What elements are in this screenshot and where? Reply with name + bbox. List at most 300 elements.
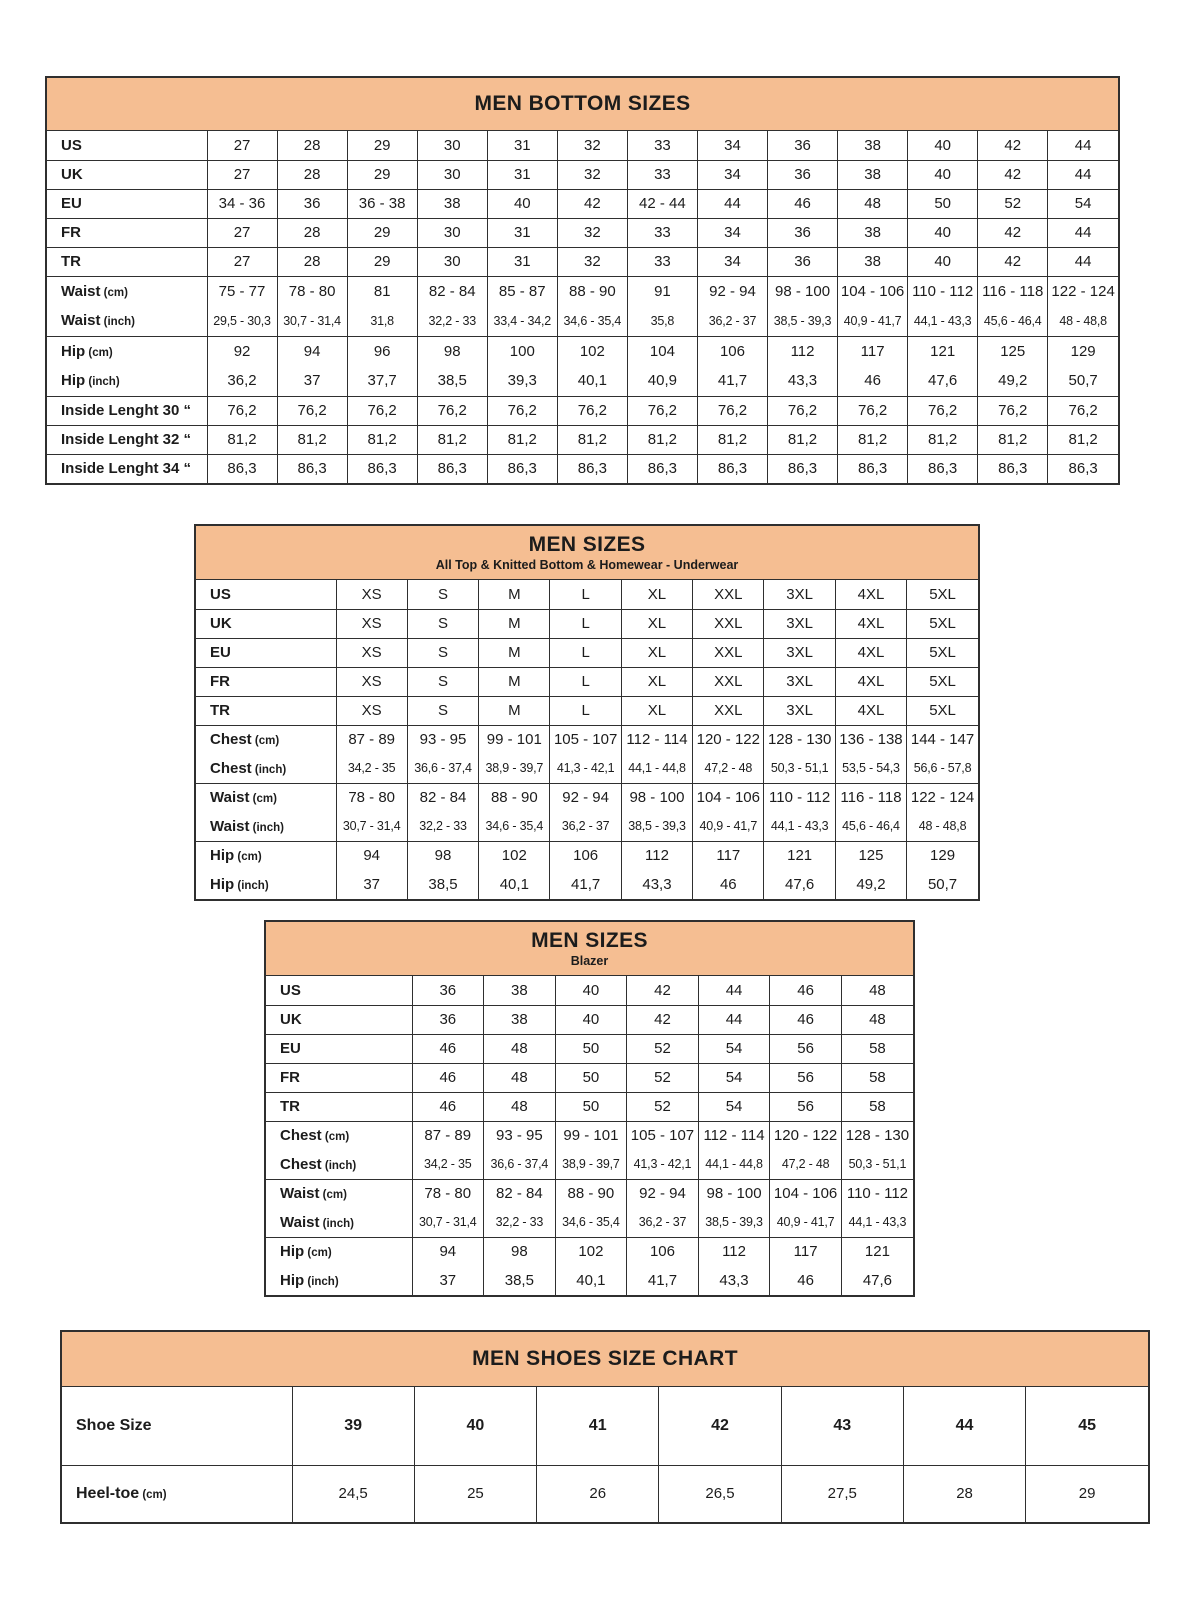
table-cell: 40 [414, 1387, 536, 1465]
table-cell: 27 [207, 131, 277, 160]
table-cell: 94 [412, 1237, 484, 1266]
row-label: Waist (cm) [196, 783, 336, 812]
table-cell: 92 - 94 [627, 1179, 699, 1208]
table-cell: 39 [292, 1387, 414, 1465]
table-cell: 56,6 - 57,8 [907, 754, 978, 783]
table-cell: 40,9 - 41,7 [838, 306, 908, 336]
table-cell: 26 [537, 1465, 659, 1522]
table-cell: 40 [555, 976, 627, 1005]
table-cell: 31 [487, 218, 557, 247]
table-cell: 144 - 147 [907, 725, 978, 754]
table-cell: M [479, 580, 550, 609]
table-cell: XS [336, 696, 407, 725]
table-cell: 104 - 106 [770, 1179, 842, 1208]
table-cell: 36,2 - 37 [697, 306, 767, 336]
table-row [47, 189, 1118, 218]
table-cell: 4XL [835, 696, 906, 725]
table-cell: 81,2 [1048, 425, 1118, 454]
table-row [266, 1266, 913, 1295]
table-header [62, 1332, 1148, 1387]
table-cell: 40,9 [627, 366, 697, 396]
table-cell: 76,2 [487, 396, 557, 425]
table-cell: 120 - 122 [770, 1121, 842, 1150]
table-cell: 93 - 95 [407, 725, 478, 754]
table-cell: 106 [627, 1237, 699, 1266]
table-cell: 48 [484, 1063, 556, 1092]
row-label: Shoe Size [76, 1416, 152, 1434]
table-cell: 44 [698, 1005, 770, 1034]
table-cell: 76,2 [277, 396, 347, 425]
table-cell: M [479, 696, 550, 725]
row-label: Chest (inch) [210, 759, 287, 777]
table-cell: 44 [697, 189, 767, 218]
row-label: US [61, 136, 82, 154]
table-cell: 50,3 - 51,1 [841, 1150, 913, 1179]
table-cell: 112 [768, 336, 838, 366]
row-label: Inside Lenght 32 “ [47, 425, 207, 454]
table-cell: 87 - 89 [336, 725, 407, 754]
table-cell: 86,3 [908, 454, 978, 483]
table-cell: 52 [627, 1092, 699, 1121]
table-cell: 117 [770, 1237, 842, 1266]
row-label: FR [47, 218, 207, 247]
table-cell: 42 [978, 218, 1048, 247]
row-label: Inside Lenght 30 “ [47, 396, 207, 425]
table-cell: 38,5 [484, 1266, 556, 1295]
table-cell: 38,5 - 39,3 [698, 1208, 770, 1237]
table-cell: M [479, 667, 550, 696]
table-cell: 38,5 - 39,3 [768, 306, 838, 336]
table-cell: 102 [555, 1237, 627, 1266]
table-cell: 86,3 [697, 454, 767, 483]
table-cell: S [407, 609, 478, 638]
table-cell: 38,9 - 39,7 [555, 1150, 627, 1179]
table-cell: 40 [908, 131, 978, 160]
table-cell: 117 [693, 841, 764, 870]
table-cell: 86,3 [487, 454, 557, 483]
table-cell: 46 [693, 870, 764, 899]
table-cell: 30 [417, 247, 487, 276]
table-row [266, 1179, 913, 1208]
row-label: Heel-toe (cm) [62, 1465, 292, 1522]
table-cell: 36 [768, 160, 838, 189]
table-cell: 5XL [907, 667, 978, 696]
table-cell: 32 [557, 247, 627, 276]
table-cell: 41,3 - 42,1 [550, 754, 621, 783]
table-cell: 112 [698, 1237, 770, 1266]
men-shoes-size-chart-section [60, 1330, 1150, 1524]
table-cell: 38 [838, 247, 908, 276]
table-cell: 54 [698, 1063, 770, 1092]
table-cell: 36,6 - 37,4 [407, 754, 478, 783]
table-row [196, 609, 978, 638]
table-cell: 76,2 [207, 396, 277, 425]
table-cell: 46 [412, 1034, 484, 1063]
table-cell: 82 - 84 [417, 276, 487, 306]
table-cell: 52 [978, 189, 1048, 218]
table-cell: 46 [768, 189, 838, 218]
table-cell: 44,1 - 43,3 [764, 812, 835, 841]
table-cell: 38 [838, 218, 908, 247]
table-cell: 38 [484, 976, 556, 1005]
row-label: Waist (inch) [61, 312, 135, 330]
table-cell: 76,2 [417, 396, 487, 425]
row-label: TR [47, 247, 207, 276]
table-cell: 86,3 [627, 454, 697, 483]
table-cell: 50 [908, 189, 978, 218]
table-cell: 34 [697, 247, 767, 276]
table-cell: 81,2 [838, 425, 908, 454]
table-cell: 4XL [835, 667, 906, 696]
table-cell: 106 [697, 336, 767, 366]
table-cell: 122 - 124 [907, 783, 978, 812]
table-row [47, 160, 1118, 189]
table-cell: L [550, 580, 621, 609]
table-cell: 116 - 118 [978, 276, 1048, 306]
table-cell: 92 - 94 [697, 276, 767, 306]
table-cell: 42 [659, 1387, 781, 1465]
table-cell: 41,3 - 42,1 [627, 1150, 699, 1179]
row-label: US [210, 585, 231, 603]
table-cell: 82 - 84 [484, 1179, 556, 1208]
table-cell: 76,2 [697, 396, 767, 425]
table-cell: 40 [908, 247, 978, 276]
table-cell: 34 - 36 [207, 189, 277, 218]
table-cell: 58 [841, 1034, 913, 1063]
table-cell: 40,1 [557, 366, 627, 396]
table-cell: 3XL [764, 667, 835, 696]
table-cell: 43,3 [621, 870, 692, 899]
row-label: Hip (cm) [47, 336, 207, 366]
table-cell: 28 [903, 1465, 1025, 1522]
table-cell: M [479, 638, 550, 667]
table-cell: 42 [978, 247, 1048, 276]
table-cell: 46 [770, 1266, 842, 1295]
table-cell: 47,6 [841, 1266, 913, 1295]
table-cell: 34 [697, 218, 767, 247]
table-cell: 3XL [764, 580, 835, 609]
table-row [47, 306, 1118, 336]
table-cell: 99 - 101 [555, 1121, 627, 1150]
table-cell: 38,5 [407, 870, 478, 899]
table-cell: XXL [693, 638, 764, 667]
table-cell: 32 [557, 131, 627, 160]
table-cell: 34,6 - 35,4 [479, 812, 550, 841]
table-cell: 128 - 130 [764, 725, 835, 754]
table-cell: 30,7 - 31,4 [336, 812, 407, 841]
table-cell: 86,3 [557, 454, 627, 483]
table-cell: 48 [841, 1005, 913, 1034]
table-cell: 87 - 89 [412, 1121, 484, 1150]
table-cell: 94 [277, 336, 347, 366]
table-cell: 58 [841, 1092, 913, 1121]
table-cell: XL [621, 638, 692, 667]
table-cell: 32,2 - 33 [484, 1208, 556, 1237]
table-cell: S [407, 638, 478, 667]
row-label: UK [196, 609, 336, 638]
men-shoes-size-grid [62, 1387, 1148, 1522]
table-cell: 5XL [907, 609, 978, 638]
table-row [47, 131, 1118, 160]
table-cell: 34,6 - 35,4 [557, 306, 627, 336]
men-sizes-top-section [194, 524, 980, 901]
table-cell: 3XL [764, 696, 835, 725]
table-cell: XS [336, 638, 407, 667]
table-cell: 30 [417, 131, 487, 160]
table-cell: 110 - 112 [841, 1179, 913, 1208]
table-row [47, 218, 1118, 247]
table-cell: 27 [207, 247, 277, 276]
row-label: US [280, 981, 301, 999]
table-cell: 28 [277, 160, 347, 189]
table-cell: 125 [835, 841, 906, 870]
row-label: Waist (cm) [266, 1179, 412, 1208]
table-cell: 129 [1048, 336, 1118, 366]
table-cell: 43,3 [768, 366, 838, 396]
table-cell: 76,2 [978, 396, 1048, 425]
table-cell: 88 - 90 [557, 276, 627, 306]
table-cell: 42 [627, 976, 699, 1005]
table-row [266, 1150, 913, 1179]
table-cell: 81,2 [908, 425, 978, 454]
table-cell: 49,2 [978, 366, 1048, 396]
table-title: MEN SIZES [528, 532, 646, 556]
table-row [47, 336, 1118, 366]
table-cell: 44,1 - 44,8 [621, 754, 692, 783]
table-cell: 104 [627, 336, 697, 366]
table-row [266, 1092, 913, 1121]
table-title: MEN SIZES [531, 928, 648, 952]
table-cell: 32,2 - 33 [417, 306, 487, 336]
table-cell: 125 [978, 336, 1048, 366]
table-cell: XXL [693, 609, 764, 638]
table-cell: 78 - 80 [277, 276, 347, 306]
table-row [266, 1005, 913, 1034]
table-cell: 37 [336, 870, 407, 899]
table-cell: 25 [414, 1465, 536, 1522]
table-cell: 44,1 - 43,3 [841, 1208, 913, 1237]
table-cell: 42 [978, 160, 1048, 189]
table-row [266, 1063, 913, 1092]
table-cell: 45,6 - 46,4 [835, 812, 906, 841]
table-cell: 38 [838, 160, 908, 189]
table-cell: 32,2 - 33 [407, 812, 478, 841]
table-cell: 30 [417, 218, 487, 247]
row-label: Chest (inch) [280, 1155, 357, 1173]
table-cell: M [479, 609, 550, 638]
table-cell: 27 [207, 160, 277, 189]
table-cell: 86,3 [207, 454, 277, 483]
row-label: TR [266, 1092, 412, 1121]
table-cell: 81,2 [627, 425, 697, 454]
row-label: Waist (inch) [210, 817, 284, 835]
row-label: Hip (inch) [61, 372, 120, 390]
table-cell: 50,7 [1048, 366, 1118, 396]
table-cell: 105 - 107 [550, 725, 621, 754]
table-cell: 29 [347, 160, 417, 189]
table-cell: 32 [557, 160, 627, 189]
table-cell: 92 [207, 336, 277, 366]
table-cell: 81,2 [768, 425, 838, 454]
table-cell: 5XL [907, 696, 978, 725]
table-cell: L [550, 667, 621, 696]
row-label: Waist (inch) [280, 1213, 354, 1231]
table-cell: XS [336, 667, 407, 696]
table-cell: 96 [347, 336, 417, 366]
table-cell: 41 [537, 1387, 659, 1465]
row-label: Hip (inch) [210, 876, 269, 893]
table-row [196, 870, 978, 899]
table-cell: 36 - 38 [347, 189, 417, 218]
table-cell: 44 [1048, 131, 1118, 160]
table-cell: 121 [841, 1237, 913, 1266]
table-cell: 46 [838, 366, 908, 396]
table-cell: 41,7 [697, 366, 767, 396]
table-cell: 44 [1048, 160, 1118, 189]
table-cell: 4XL [835, 638, 906, 667]
table-cell: 24,5 [292, 1465, 414, 1522]
table-cell: 102 [557, 336, 627, 366]
table-cell: 42 [978, 131, 1048, 160]
table-cell: XXL [693, 696, 764, 725]
table-cell: 76,2 [908, 396, 978, 425]
table-cell: 36 [768, 247, 838, 276]
table-cell: 106 [550, 841, 621, 870]
table-cell: 44 [1048, 247, 1118, 276]
table-cell: 45,6 - 46,4 [978, 306, 1048, 336]
table-cell: XL [621, 580, 692, 609]
table-cell: 121 [908, 336, 978, 366]
table-cell: 28 [277, 247, 347, 276]
row-label: Chest (cm) [266, 1121, 412, 1150]
table-cell: 81,2 [347, 425, 417, 454]
table-cell: 86,3 [277, 454, 347, 483]
table-cell: 47,6 [908, 366, 978, 396]
table-cell: 52 [627, 1063, 699, 1092]
table-cell: 36 [412, 976, 484, 1005]
table-cell: 45 [1026, 1387, 1148, 1465]
table-cell: 36 [277, 189, 347, 218]
table-header [266, 922, 913, 976]
table-cell: XL [621, 609, 692, 638]
table-cell: 30,7 - 31,4 [277, 306, 347, 336]
table-cell: 4XL [835, 580, 906, 609]
table-cell: 36,6 - 37,4 [484, 1150, 556, 1179]
table-cell: 76,2 [768, 396, 838, 425]
table-cell: 88 - 90 [479, 783, 550, 812]
table-row [266, 1121, 913, 1150]
row-label: Hip (cm) [266, 1237, 412, 1266]
table-cell: S [407, 667, 478, 696]
table-cell: L [550, 696, 621, 725]
table-cell: 58 [841, 1063, 913, 1092]
row-label: FR [196, 667, 336, 696]
table-cell: 104 - 106 [838, 276, 908, 306]
table-cell: 98 [484, 1237, 556, 1266]
table-cell: 129 [907, 841, 978, 870]
table-cell: 48 - 48,8 [1048, 306, 1118, 336]
table-cell: XXL [693, 580, 764, 609]
table-cell: 82 - 84 [407, 783, 478, 812]
row-label: UK [47, 160, 207, 189]
table-cell: 76,2 [347, 396, 417, 425]
table-row [196, 580, 978, 609]
table-cell: 29 [347, 247, 417, 276]
table-cell: 44,1 - 44,8 [698, 1150, 770, 1179]
table-cell: 81,2 [207, 425, 277, 454]
table-row [196, 725, 978, 754]
table-cell: 44 [903, 1387, 1025, 1465]
table-cell: 31,8 [347, 306, 417, 336]
table-cell: 28 [277, 131, 347, 160]
table-cell: 81,2 [697, 425, 767, 454]
table-cell: 40 [908, 160, 978, 189]
table-cell: 47,2 - 48 [693, 754, 764, 783]
table-cell: S [407, 580, 478, 609]
table-cell: 40,1 [479, 870, 550, 899]
table-row [47, 366, 1118, 396]
table-row [47, 396, 1118, 425]
table-cell: 136 - 138 [835, 725, 906, 754]
row-label: TR [196, 696, 336, 725]
table-cell: 81,2 [487, 425, 557, 454]
table-cell: 34,6 - 35,4 [555, 1208, 627, 1237]
table-cell: 30,7 - 31,4 [412, 1208, 484, 1237]
table-cell: 81,2 [557, 425, 627, 454]
table-row [266, 1208, 913, 1237]
table-cell: 53,5 - 54,3 [835, 754, 906, 783]
table-header [47, 78, 1118, 131]
table-cell: 40 [908, 218, 978, 247]
table-header [196, 526, 978, 580]
table-cell: 35,8 [627, 306, 697, 336]
table-cell: L [550, 609, 621, 638]
table-row [266, 1237, 913, 1266]
table-cell: 43 [781, 1387, 903, 1465]
table-cell: 38,5 [417, 366, 487, 396]
table-cell: 32 [557, 218, 627, 247]
row-label: Hip (cm) [196, 841, 336, 870]
table-cell: 104 - 106 [693, 783, 764, 812]
row-label: Waist (cm) [47, 276, 207, 306]
table-cell: 47,2 - 48 [770, 1150, 842, 1179]
table-cell: 40,9 - 41,7 [693, 812, 764, 841]
table-cell: 33 [627, 218, 697, 247]
table-cell: 42 [627, 1005, 699, 1034]
table-cell: 56 [770, 1092, 842, 1121]
table-cell: 50 [555, 1034, 627, 1063]
row-label: Hip (inch) [280, 1272, 339, 1289]
table-cell: 46 [770, 1005, 842, 1034]
table-cell: 38,9 - 39,7 [479, 754, 550, 783]
table-cell: 48 [484, 1034, 556, 1063]
table-cell: 37 [412, 1266, 484, 1295]
table-cell: 76,2 [838, 396, 908, 425]
table-row [47, 276, 1118, 306]
men-sizes-blazer-grid [266, 976, 913, 1295]
table-cell: XXL [693, 667, 764, 696]
table-cell: 36 [768, 131, 838, 160]
table-cell: 29 [347, 131, 417, 160]
table-cell: 33 [627, 247, 697, 276]
table-cell: 49,2 [835, 870, 906, 899]
table-cell: 34,2 - 35 [412, 1150, 484, 1179]
table-cell: 86,3 [768, 454, 838, 483]
table-cell: 37,7 [347, 366, 417, 396]
table-cell: 34,2 - 35 [336, 754, 407, 783]
table-cell: 85 - 87 [487, 276, 557, 306]
table-cell: 99 - 101 [479, 725, 550, 754]
